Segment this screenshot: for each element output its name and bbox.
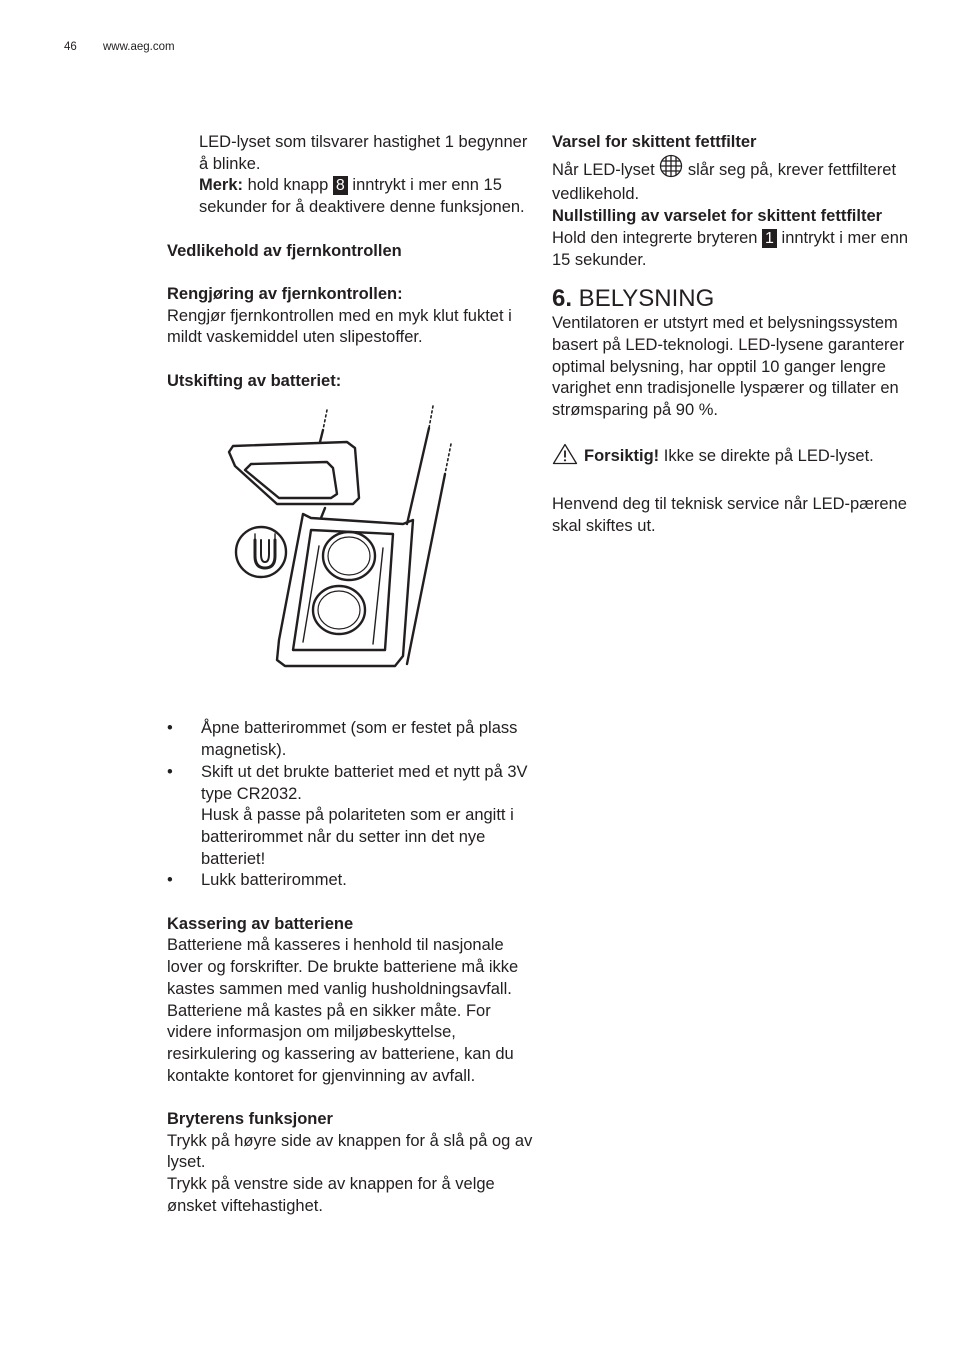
section-name: BELYSNING: [572, 285, 715, 313]
switch-heading: Bryterens funksjoner: [167, 1110, 333, 1129]
intro-text: LED-lyset som tilsvarer hastighet 1 begynner å blinke.: [199, 133, 528, 173]
grease-filter-icon: [659, 154, 683, 185]
caution-paragraph: [552, 443, 922, 472]
bullet-dot: •: [167, 762, 173, 781]
key-1-badge: 1: [762, 229, 777, 248]
step-polarity-text: Husk å passe på polariteten som er angitt i batterirommet når du setter inn det nye batteriet!: [201, 806, 514, 868]
caution-text: Ikke se direkte på LED-lyset.: [659, 447, 874, 466]
list-item: [167, 762, 539, 871]
disposal-heading: Kassering av batteriene: [167, 914, 354, 933]
left-column: [167, 132, 539, 1218]
maintenance-heading: Vedlikehold av fjernkontrollen: [167, 241, 402, 260]
lighting-text: Ventilatoren er utstyrt med et belysningssystem basert på LED-teknologi. LED-lysene garanterer optimal belysning, har opptil 10 ganger lengre varighet enn tradisjonelle lyspærer og tillater en strømsparing på 90 %.: [552, 314, 905, 420]
service-text: Henvend deg til teknisk service når LED-pærene skal skiftes ut.: [552, 494, 907, 535]
step-replace-text: Skift ut det brukte batteriet med et nytt på 3V type CR2032.: [201, 762, 528, 803]
switch-text-2: Trykk på venstre side av knappen for å velge ønsket viftehastighet.: [167, 1175, 495, 1215]
grease-filter-heading: Varsel for skittent fettfilter: [552, 133, 757, 151]
right-column: [552, 132, 922, 537]
bullet-dot: •: [167, 719, 173, 738]
reset-text: [552, 228, 922, 271]
note-label: Merk:: [199, 176, 244, 195]
grease-text-b: slår seg på, krever fettfilteret vedlikehold.: [552, 160, 897, 204]
note-paragraph: [167, 175, 539, 218]
list-item: [167, 870, 539, 892]
page-number: 46: [64, 41, 77, 53]
note-text-a: hold knapp: [243, 176, 333, 195]
bullet-dot: •: [167, 871, 173, 890]
reset-heading: Nullstilling av varselet for skittent fettfilter: [552, 207, 883, 226]
list-item: [167, 718, 539, 761]
remote-battery-drawing: [207, 404, 467, 704]
caution-label: Forsiktig!: [584, 447, 660, 466]
disposal-text-1: Batteriene må kasseres i henhold til nasjonale lover og forskrifter. De brukte batteriene må ikke kastes sammen med vanlig husholdningsavfall.: [167, 936, 519, 998]
battery-heading: Utskifting av batteriet:: [167, 371, 342, 390]
cleaning-text: Rengjør fjernkontrollen med en myk klut fuktet i mildt vaskemiddel uten slipestoffer.: [167, 306, 512, 347]
step-close-text: Lukk batterirommet.: [201, 871, 347, 890]
step-open-text: Åpne batterirommet (som er festet på plass magnetisk).: [201, 719, 518, 760]
battery-illustration: [167, 398, 539, 718]
note-text-b: inntrykt i mer enn 15 sekunder for å deaktivere denne funksjonen.: [199, 176, 525, 217]
key-8-badge: 8: [333, 176, 348, 195]
grease-text-a: Når LED-lyset: [552, 160, 660, 179]
site-url: www.aeg.com: [103, 41, 175, 53]
grease-filter-text: [552, 154, 922, 206]
reset-text-a: Hold den integrerte bryteren: [552, 228, 763, 247]
battery-steps-list: [167, 718, 539, 892]
disposal-text-2: Batteriene må kastes på en sikker måte. For videre informasjon om miljøbeskyttelse, resirkulering og kassering av batteriene, kan du kontakte kontoret for gjenvinning av avfall.: [167, 1001, 514, 1085]
switch-text-1: Trykk på høyre side av knappen for å slå på og av lyset.: [167, 1131, 533, 1172]
section-title: [552, 285, 922, 313]
warning-triangle-icon: [552, 443, 578, 472]
cleaning-heading: Rengjøring av fjernkontrollen:: [167, 284, 403, 303]
reset-text-b: inntrykt i mer enn 15 sekunder.: [552, 228, 909, 269]
section-number: 6.: [552, 285, 573, 313]
